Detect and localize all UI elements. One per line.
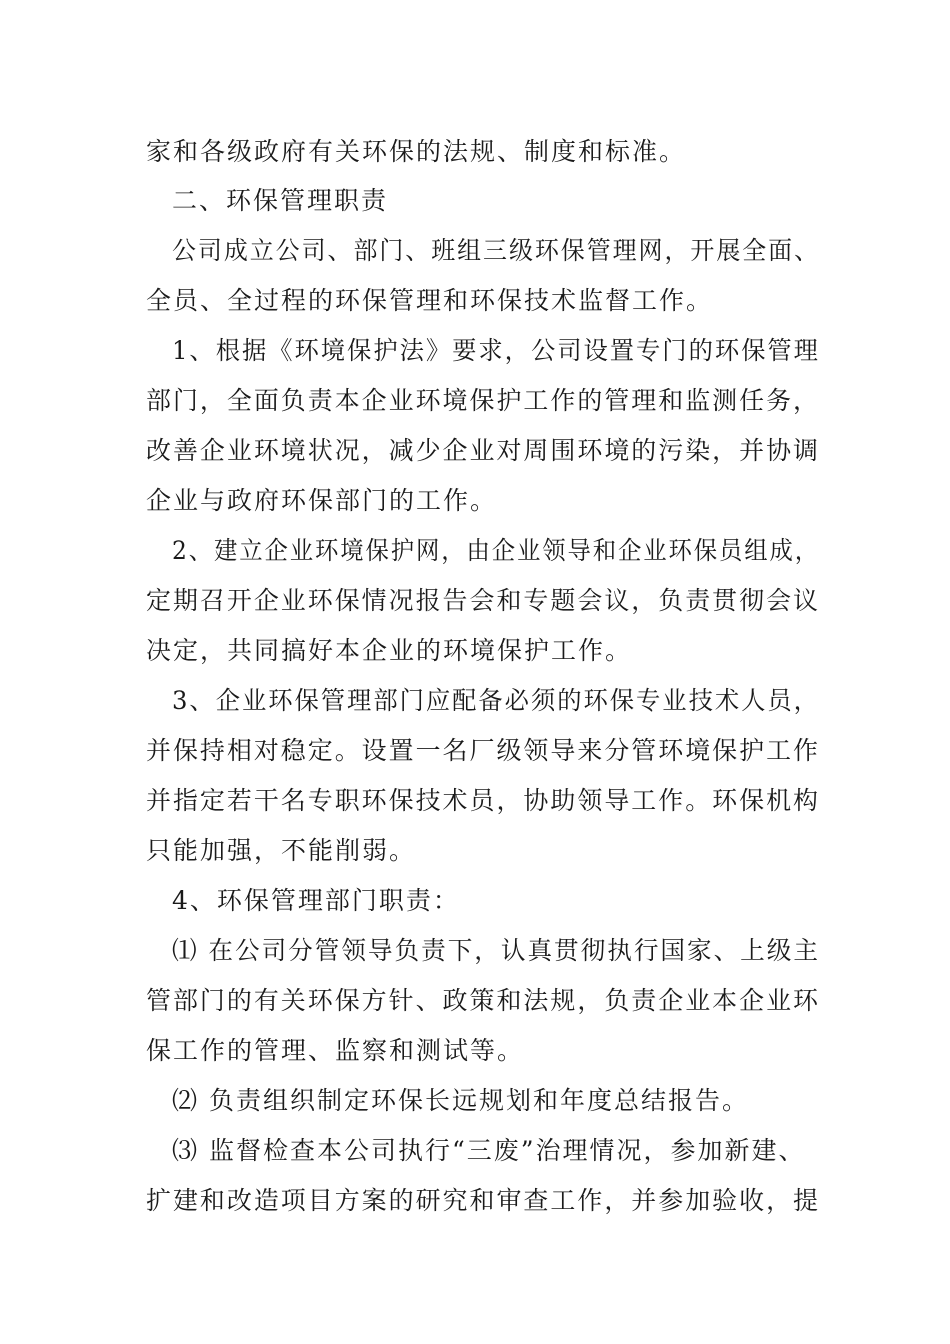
- text-line-3: 公司成立公司、部门、班组三级环保管理网，开展全面、: [172, 236, 821, 265]
- text-line-21: ⑶ 监督检查本公司执行“三废”治理情况，参加新建、: [172, 1136, 806, 1165]
- text-line-16: 4、环保管理部门职责：: [172, 886, 460, 915]
- text-line-15: 只能加强，不能削弱。: [146, 836, 417, 865]
- text-line-5: 1、根据《环境保护法》要求，公司设置专门的环保管理: [172, 336, 820, 365]
- text-line-12: 3、企业环保管理部门应配备必须的环保专业技术人员，: [172, 686, 820, 715]
- section-heading: 二、环保管理职责: [172, 186, 389, 215]
- text-line-13: 并保持相对稳定。设置一名厂级领导来分管环境保护工作: [146, 736, 821, 765]
- text-line-11: 决定，共同搞好本企业的环境保护工作。: [146, 636, 633, 665]
- text-line-8: 企业与政府环保部门的工作。: [146, 486, 498, 515]
- text-line-19: 保工作的管理、监察和测试等。: [146, 1036, 525, 1065]
- text-line-22: 扩建和改造项目方案的研究和审查工作，并参加验收，提: [146, 1186, 821, 1215]
- text-line-7: 改善企业环境状况，减少企业对周围环境的污染，并协调: [146, 436, 821, 465]
- text-line-6: 部门，全面负责本企业环境保护工作的管理和监测任务，: [146, 386, 821, 415]
- text-line-17: ⑴ 在公司分管领导负责下，认真贯彻执行国家、上级主: [172, 936, 820, 965]
- text-line-4: 全员、全过程的环保管理和环保技术监督工作。: [146, 286, 714, 315]
- text-line-20: ⑵ 负责组织制定环保长远规划和年度总结报告。: [172, 1086, 749, 1115]
- text-line-18: 管部门的有关环保方针、政策和法规，负责企业本企业环: [146, 986, 821, 1015]
- text-line-1: 家和各级政府有关环保的法规、制度和标准。: [146, 137, 687, 166]
- text-line-10: 定期召开企业环保情况报告会和专题会议，负责贯彻会议: [146, 586, 821, 615]
- text-line-9: 2、建立企业环境保护网，由企业领导和企业环保员组成，: [172, 536, 820, 565]
- text-line-14: 并指定若干名专职环保技术员，协助领导工作。环保机构: [146, 786, 821, 815]
